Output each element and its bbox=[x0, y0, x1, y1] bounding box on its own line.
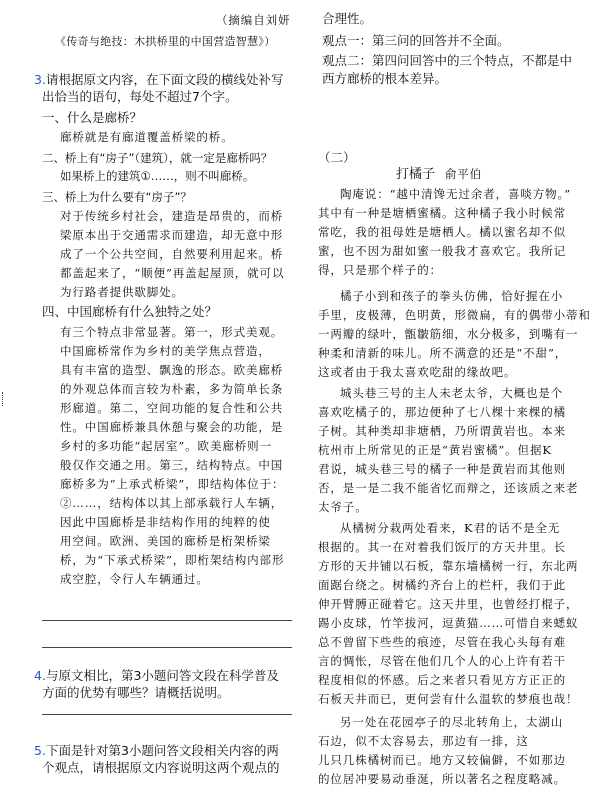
q3-number: 3. bbox=[34, 72, 46, 87]
s3-body-line: 都盖起来了，“顺便”再盖起屋顶，就可以 bbox=[60, 266, 285, 280]
view-one: 观点一：第三问的回答并不全面。 bbox=[322, 33, 510, 48]
s4-body-line: 廊桥多为“上承式桥梁”，即结构体位于： bbox=[60, 477, 285, 491]
essay-line: 太爷子。 bbox=[318, 500, 368, 514]
essay-line: 其中有一种是塘栖蜜橘。这种橘子我小时候常 bbox=[318, 206, 566, 220]
essay-line: 城头巷三号的主人未老太爷，大概也是个 bbox=[340, 386, 564, 400]
s1-heading: 一、什么是廊桥？ bbox=[42, 110, 143, 125]
essay-line: 种柔和清新的味儿。所不满意的还是“不甜”， bbox=[318, 346, 568, 360]
s3-heading: 三、桥上为什么要有“房子”？ bbox=[42, 190, 192, 204]
essay-line: 子树。其种类却非塘栖，乃所谓黄岩也。本来 bbox=[318, 424, 566, 438]
view-two-line2: 西方廊桥的根本差异。 bbox=[322, 71, 448, 86]
q4-number: 4. bbox=[34, 668, 46, 683]
s4-body-line: 性。中国廊桥兼具休憩与聚会的功能，是 bbox=[60, 420, 284, 434]
s4-body-line: 具有丰富的造型、飘逸的形态。欧美廊桥 bbox=[60, 363, 284, 377]
essay-line: 石板天井而已，更何尝有什么温软的梦痕也哉！ bbox=[318, 692, 579, 706]
essay-author: 俞平伯 bbox=[444, 167, 483, 181]
margin-marker bbox=[2, 392, 6, 406]
essay-line: 言的惆怅，尽管在他们几个人的心上许有若干 bbox=[318, 654, 566, 668]
q5-line1 bbox=[34, 743, 279, 759]
essay-line: 儿只几株橘树而已。地方又较偏僻，不如那边 bbox=[318, 753, 566, 767]
q4-text-1: 与原文相比，第3小题问答文段在科学普及 bbox=[45, 668, 279, 683]
s4-body-line: 般仅作交通之用。第三，结构特点。中国 bbox=[60, 458, 284, 472]
essay-line: 一两瓣的绿叶，甑皺筋细，水分极多，到嘴有一 bbox=[318, 327, 579, 341]
essay-line: 手里，皮极薄，色明黄，形微扁，有的偶带小蒂和 bbox=[318, 308, 591, 322]
s4-body-line: 因此中国廊桥是非结构作用的纯粹的使 bbox=[60, 515, 271, 529]
essay-line: 杭州市上所常见的正是“黄岩蜜橘”。但据K bbox=[318, 443, 552, 457]
s4-body-line: 有三个特点非常显著。第一，形式美观。 bbox=[60, 325, 284, 339]
essay-line: 得，只是那个样子的： bbox=[318, 263, 442, 277]
essay-line: 伸开臂膊正碰着它。这天井里，也曾经打棍子， bbox=[318, 597, 579, 611]
essay-line: 根据的。其一在对着我们饭厅的方天井里。长 bbox=[318, 540, 566, 554]
answer-line[interactable] bbox=[42, 620, 292, 621]
q5-text-1: 下面是针对第3小题问答文段相关内容的两 bbox=[45, 743, 279, 758]
q5-line2: 个观点，请根据原文内容说明这两个观点的 bbox=[42, 760, 280, 775]
s4-body-line: 中国廊桥常作为乡村的美学焦点营造， bbox=[60, 344, 271, 358]
q3-text-1: 请根据原文内容，在下面文段的横线处补写 bbox=[45, 72, 284, 87]
s3-body-line: 成了一个公共空间，自然要利用起来。桥 bbox=[60, 247, 284, 261]
essay-line: 蜜，也不因为甜如蜜一般我才喜欢它。我所记 bbox=[318, 244, 566, 258]
s3-body-line: 梁原本出于交通需求而建造，却无意中形 bbox=[60, 228, 284, 242]
essay-line: 陶庵说：“越中清馋无过余者，喜啖方物。” bbox=[340, 187, 572, 201]
s4-body-line: ②……，结构体以其上部承载行人车辆， bbox=[60, 496, 284, 510]
answer-line[interactable] bbox=[42, 647, 292, 648]
s2-heading: 二、桥上有“房子”（建筑），就一定是廊桥吗？ bbox=[42, 151, 273, 165]
q4-line2: 方面的优势有哪些？请概括说明。 bbox=[42, 685, 230, 700]
q5-continuation: 合理性。 bbox=[322, 11, 373, 26]
essay-line: 的位居冲要易动垂涎，所以著名之程度略减。 bbox=[318, 772, 566, 786]
s3-body-line: 为行路者提供歇脚处。 bbox=[60, 285, 184, 299]
source-book: 《传奇与绝技：木拱桥里的中国营造智慧》） bbox=[55, 35, 276, 48]
q3-line2: 出恰当的语句，每处不超过7个字。 bbox=[42, 89, 238, 104]
essay-line: 另一处在花园亭子的尽北转角上，太湖山 bbox=[340, 715, 564, 729]
essay-line: 踢小皮球，竹竿拔河，逗黄猫……可惜自来蟋蚁 bbox=[318, 616, 579, 630]
essay-line: 面踞台绕之。树橘约齐台上的栏杆，我们于此 bbox=[318, 578, 566, 592]
s2-body: 如果桥上的建筑①……，则不叫廊桥。 bbox=[60, 169, 255, 183]
q5-number: 5. bbox=[34, 743, 46, 758]
answer-line[interactable] bbox=[42, 714, 292, 715]
s4-body-line: 桥，为“下承式桥梁”，即桁架结构内部形 bbox=[60, 553, 285, 567]
s1-body: 廊桥就是有廊道覆盖桥梁的桥。 bbox=[60, 130, 234, 144]
essay-line: 从橘树分栽两处看来，K君的话不是全无 bbox=[340, 521, 561, 535]
essay-line: 石边，似不太容易去，那边有一排，这 bbox=[318, 734, 529, 748]
s4-heading: 四、中国廊桥有什么独特之处？ bbox=[42, 304, 218, 319]
essay-line: 喜欢吃橘子的，那边便种了七八棵十来棵的橘 bbox=[318, 405, 566, 419]
source-credit: （摘编自刘妍 bbox=[216, 13, 291, 27]
s4-body-line: 用空间。欧洲、美国的廊桥是桁架桥梁 bbox=[60, 534, 271, 548]
s4-body-line: 的外观总体而言较为朴素，多为简单长条 bbox=[60, 382, 284, 396]
view-two-line1: 观点二：第四问回答中的三个特点，不都是中 bbox=[322, 53, 573, 68]
essay-line: 程度相似的怀感。后之来者只看见方方正正的 bbox=[318, 673, 566, 687]
s4-body-line: 形廊道。第二，空间功能的复合性和公共 bbox=[60, 401, 284, 415]
section-label: （二） bbox=[318, 150, 356, 165]
essay-title: 打橘子 bbox=[396, 167, 436, 182]
s3-body-line: 对于传统乡村社会，建造是昂贵的，而桥 bbox=[60, 209, 284, 223]
s4-body-line: 成空腔，令行人车辆通过。 bbox=[60, 572, 209, 586]
essay-line: 这或者由于我太喜欢吃甜的缘故吧。 bbox=[318, 365, 517, 379]
q4-line1 bbox=[34, 668, 279, 684]
s4-body-line: 乡村的多功能“起居室”。欧美廊桥则一 bbox=[60, 439, 272, 453]
essay-line: 橘子小到和孩子的拳头仿佛，恰好握在小 bbox=[340, 289, 564, 303]
essay-heading bbox=[396, 166, 482, 183]
essay-line: 总不曾留下些些的痕迹，尽管在我心头每有难 bbox=[318, 635, 566, 649]
q3-line1 bbox=[34, 72, 283, 88]
essay-line: 方形的天井铺以石板，靠东墙橘树一行，东北两 bbox=[318, 559, 579, 573]
essay-line: 常吃，我的祖母姓是塘栖人。橘以蜜名却不似 bbox=[318, 225, 566, 239]
essay-line: 君说，城头巷三号的橘子一种是黄岩而其他则 bbox=[318, 462, 566, 476]
essay-line: 否，是一是二我不能省忆而辩之，还该质之来老 bbox=[318, 481, 579, 495]
